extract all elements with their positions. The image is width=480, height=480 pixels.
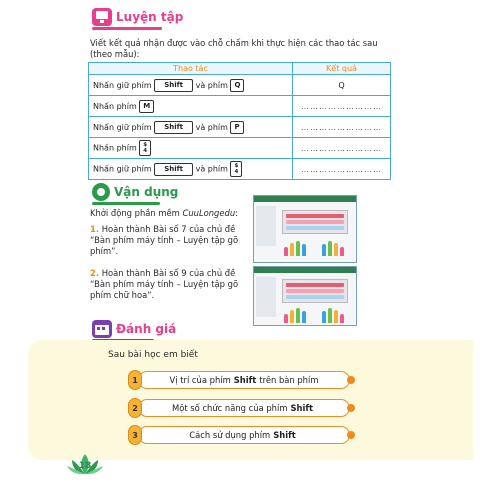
software-screenshot-1: [253, 195, 357, 263]
table-row: Nhấn giữ phím Shift và phím $ 4 ………………………: [89, 159, 391, 180]
q-key: Q: [230, 79, 244, 92]
result-cell[interactable]: ………………………: [293, 117, 391, 138]
gear-icon: [92, 183, 110, 201]
practice-table: [88, 62, 391, 180]
practice-underline: [92, 27, 162, 30]
result-cell[interactable]: ………………………: [293, 96, 391, 117]
m-key: M: [139, 100, 154, 113]
software-screenshot-2: [253, 266, 357, 326]
practice-header: [92, 8, 183, 26]
practice-title: Luyện tập: [116, 10, 184, 24]
bullet-dot: [347, 404, 355, 412]
shift-key: Shift: [154, 121, 193, 134]
table-row: Nhấn giữ phím Shift và phím P ………………………: [89, 117, 391, 138]
header-action: Thao tác: [89, 63, 293, 75]
apply-intro: Khởi động phần mềm CuuLongedu:: [90, 208, 238, 218]
result-cell: Q: [293, 75, 391, 96]
dollar-4-key: $ 4: [139, 140, 151, 156]
table-row: Nhấn phím M ………………………: [89, 96, 391, 117]
apply-item-2: 2. Hoàn thành Bài số 9 của chủ đề “Bàn phím máy tính – Luyện tập gõ phím chữ hoa”.: [90, 268, 239, 300]
table-row: Nhấn phím $ 4 ………………………: [89, 138, 391, 159]
shift-key: Shift: [154, 79, 193, 92]
result-cell[interactable]: ………………………: [293, 138, 391, 159]
mouse-icon: 1: [128, 370, 142, 390]
mouse-icon: 3: [128, 425, 142, 445]
evaluate-header: [92, 320, 176, 338]
table-row: Nhấn giữ phím Shift và phím Q Q: [89, 75, 391, 96]
header-result: Kết quả: [293, 63, 391, 75]
practice-instruction: Viết kết quả nhận được vào chỗ chấm khi thực hiện các thao tác sau (theo mẫu):: [90, 38, 378, 59]
apply-header: [92, 183, 178, 201]
mouse-icon: 2: [128, 398, 142, 418]
p-key: P: [230, 121, 243, 134]
evaluate-item-3: 3 Cách sử dụng phím Shift: [128, 425, 355, 445]
apply-title: Vận dụng: [114, 185, 179, 199]
bullet-dot: [347, 431, 355, 439]
evaluate-item-1: 1 Vị trí của phím Shift trên bàn phím: [128, 370, 355, 390]
page-number: 18: [78, 461, 92, 471]
evaluate-title: Đánh giá: [116, 322, 177, 336]
evaluate-lead: Sau bài học em biết: [108, 350, 198, 360]
apply-item-1: 1. Hoàn thành Bài số 7 của chủ đề “Bàn phím máy tính – Luyện tập gõ phím”.: [90, 224, 239, 256]
dollar-4-key: $ 4: [230, 161, 242, 177]
calendar-icon: [92, 320, 112, 338]
bullet-dot: [347, 376, 355, 384]
shift-key: Shift: [154, 163, 193, 176]
result-cell[interactable]: ………………………: [293, 159, 391, 180]
computer-icon: [92, 8, 112, 26]
evaluate-item-2: 2 Một số chức năng của phím Shift: [128, 398, 355, 418]
apply-underline: [92, 202, 160, 205]
